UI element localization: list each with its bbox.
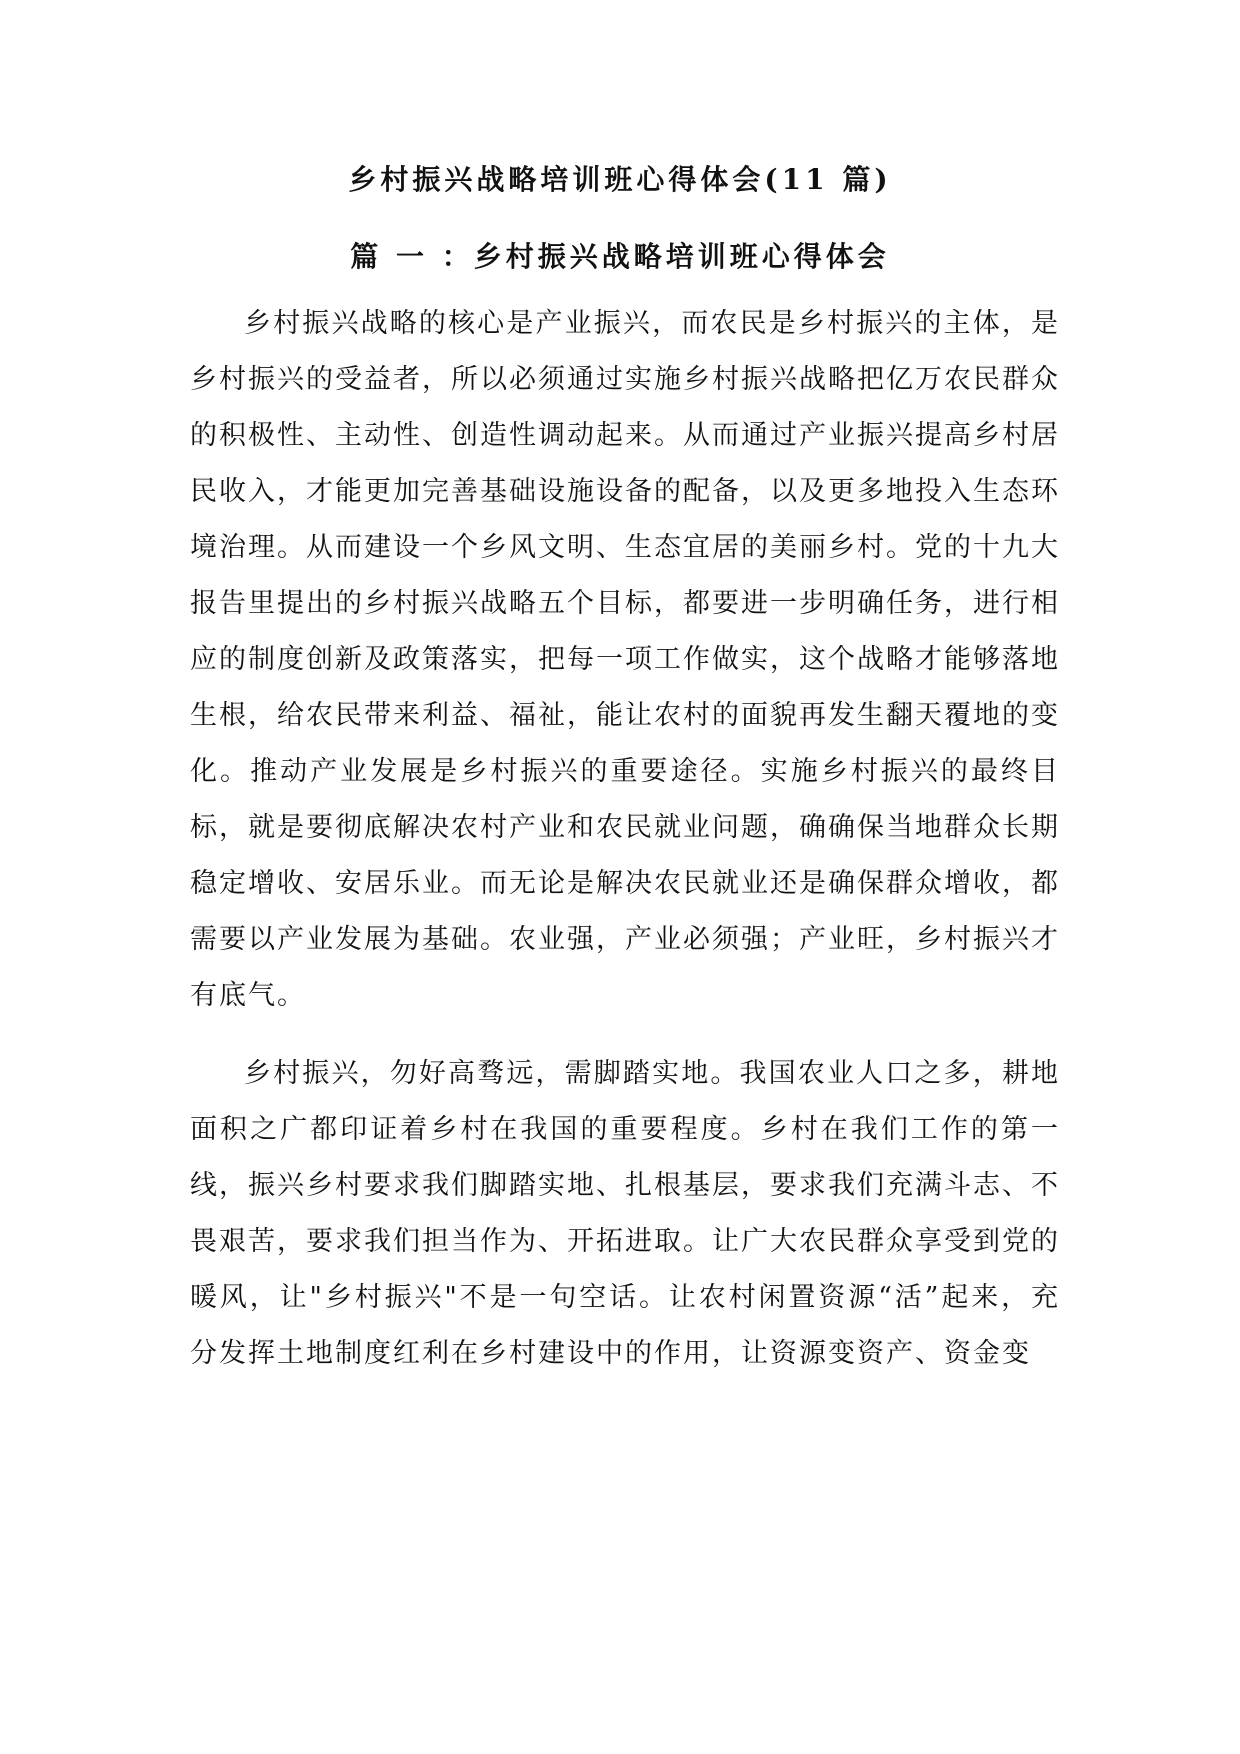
section-title: 篇 一 ：乡村振兴战略培训班心得体会 <box>350 240 890 273</box>
body-paragraph: 乡村振兴战略的核心是产业振兴，而农民是乡村振兴的主体，是乡村振兴的受益者，所以必须通过实施乡村振兴战略把亿万农民群众的积极性、主动性、创造性调动起来。从而通过产业振兴提高乡村居民收入，才能更加完善基础设施设备的配备，以及更多地投入生态环境治理。从而建设一个乡风文明、生态宜居的美丽乡村。党的十九大报告里提出的乡村振兴战略五个目标，都要进一步明确任务，进行相应的制度创新及政策落实，把每一项工作做实，这个战略才能够落地生根，给农民带来利益、福祉，能让农村的面貌再发生翻天覆地的变化。推动产业发展是乡村振兴的重要途径。实施乡村振兴的最终目标，就是要彻底解决农村产业和农民就业问题，确确保当地群众长期稳定增收、安居乐业。而无论是解决农民就业还是确保群众增收，都需要以产业发展为基础。农业强，产业必须强；产业旺，乡村振兴才有底气。 <box>190 308 1060 1011</box>
body-paragraph: 乡村振兴，勿好高骛远，需脚踏实地。我国农业人口之多，耕地面积之广都印证着乡村在我国的重要程度。乡村在我们工作的第一线，振兴乡村要求我们脚踏实地、扎根基层，要求我们充满斗志、不畏艰苦，要求我们担当作为、开拓进取。让广大农民群众享受到党的暖风，让"乡村振兴"不是一句空话。让农村闲置资源“活”起来，充分发挥土地制度红利在乡村建设中的作用，让资源变资产、资金变 <box>190 1058 1060 1369</box>
document-title: 乡村振兴战略培训班心得体会(11 篇) <box>348 163 892 196</box>
